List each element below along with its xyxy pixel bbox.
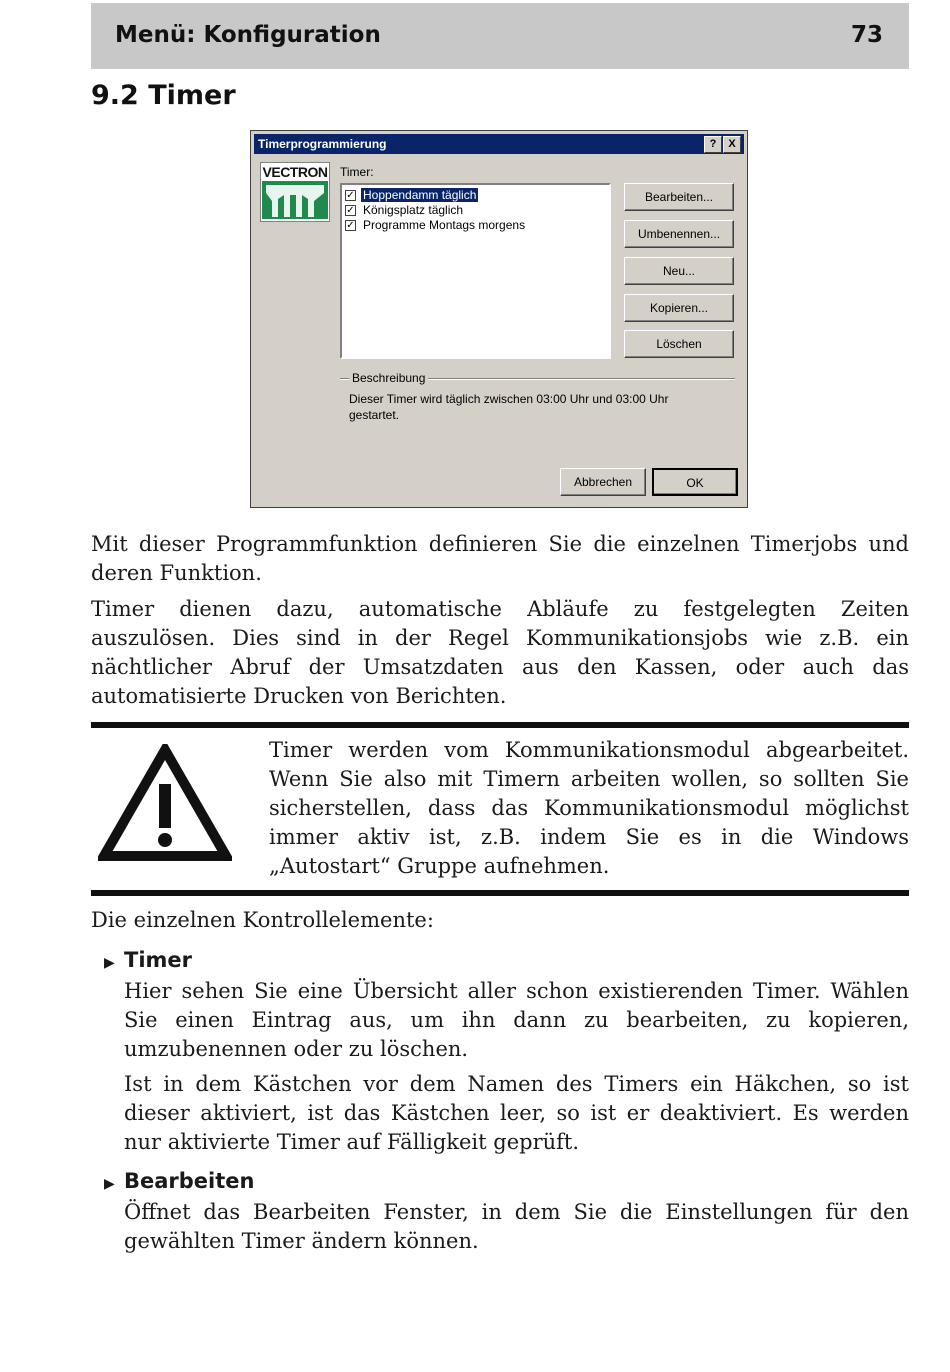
- new-button[interactable]: Neu...: [624, 257, 734, 285]
- bullet-heading-edit: Bearbeiten: [124, 1169, 255, 1193]
- timer-list-item[interactable]: ✓ Hoppendamm täglich: [346, 188, 477, 202]
- bullet-timer-paragraph: Hier sehen Sie eine Übersicht aller schon existierenden Timer. Wählen Sie einen Eintrag aus, um ihn dann zu bearbeiten, zu kopieren, umzubenennen oder zu löschen.: [124, 979, 909, 1061]
- rename-button[interactable]: Umbenennen...: [624, 220, 734, 248]
- dialog-title: Timerprogrammierung: [258, 137, 387, 151]
- vectron-logo: [260, 162, 330, 222]
- warning-bottom-rule: [91, 890, 909, 896]
- close-button[interactable]: X: [723, 136, 741, 153]
- timer-purpose-paragraph: Timer dienen dazu, automatische Abläufe zu festgelegten Zeiten auszulösen. Dies sind in der Regel Kommunikationsjobs wie z.B. ein nächtlicher Abruf der Umsatzdaten aus den Kassen, oder auch das automatisierte Drucken von Berichten.: [91, 597, 909, 708]
- edit-button[interactable]: Bearbeiten...: [624, 183, 734, 211]
- description-label: Beschreibung: [349, 371, 428, 385]
- timer-list-item[interactable]: ✓ Königsplatz täglich: [346, 203, 464, 217]
- warning-icon: [98, 744, 232, 862]
- timer-list-label: Timer:: [340, 165, 374, 179]
- chapter-title: Menü: Konfiguration: [115, 22, 381, 48]
- bullet-timer-paragraph: Ist in dem Kästchen vor dem Namen des Timers ein Häkchen, so ist dieser aktiviert, ist das Kästchen leer, so ist er deaktiviert. Es werden nur aktivierte Timer auf Fälligkeit geprüft.: [124, 1072, 909, 1154]
- logo-graphic-icon: [262, 181, 328, 219]
- warning-top-rule: [91, 722, 909, 728]
- section-title: 9.2 Timer: [91, 80, 236, 111]
- timer-dialog-screenshot: [250, 130, 748, 508]
- checkbox-checked-icon[interactable]: ✓: [346, 219, 355, 231]
- intro-paragraph: Mit dieser Programmfunktion definieren Sie die einzelnen Timerjobs und deren Funktion.: [91, 532, 909, 585]
- warning-text: Timer werden vom Kommunikationsmodul abgearbeitet. Wenn Sie also mit Timern arbeiten wollen, so sollten Sie sicherstellen, dass das Kommunikationsmodul möglichst immer aktiv ist, z.B. indem Sie es in die Windows „Autostart“ Gruppe aufnehmen.: [269, 738, 909, 878]
- bullet-arrow-icon: ▶: [104, 1176, 115, 1192]
- bullet-arrow-icon: ▶: [104, 955, 115, 971]
- copy-button[interactable]: Kopieren...: [624, 294, 734, 322]
- dialog-titlebar: [254, 134, 744, 154]
- timer-list[interactable]: [340, 183, 611, 359]
- ok-button[interactable]: OK: [652, 468, 738, 496]
- cancel-button[interactable]: Abbrechen: [560, 468, 646, 496]
- page-number: 73: [850, 22, 883, 48]
- description-text: Dieser Timer wird täglich zwischen 03:00 Uhr und 03:00 Uhr gestartet.: [349, 392, 669, 422]
- page-header: [91, 3, 909, 69]
- checkbox-checked-icon[interactable]: ✓: [346, 204, 355, 216]
- controls-intro: Die einzelnen Kontrollelemente:: [91, 908, 434, 932]
- bullet-heading-timer: Timer: [124, 948, 193, 972]
- timer-list-item[interactable]: ✓ Programme Montags morgens: [346, 218, 526, 232]
- checkbox-checked-icon[interactable]: ✓: [346, 189, 355, 201]
- bullet-edit-paragraph: Öffnet das Bearbeiten Fenster, in dem Sie die Einstellungen für den gewählten Timer ändern können.: [124, 1200, 909, 1253]
- delete-button[interactable]: Löschen: [624, 330, 734, 358]
- logo-text: VECTRON: [262, 164, 328, 180]
- help-button[interactable]: ?: [704, 136, 722, 153]
